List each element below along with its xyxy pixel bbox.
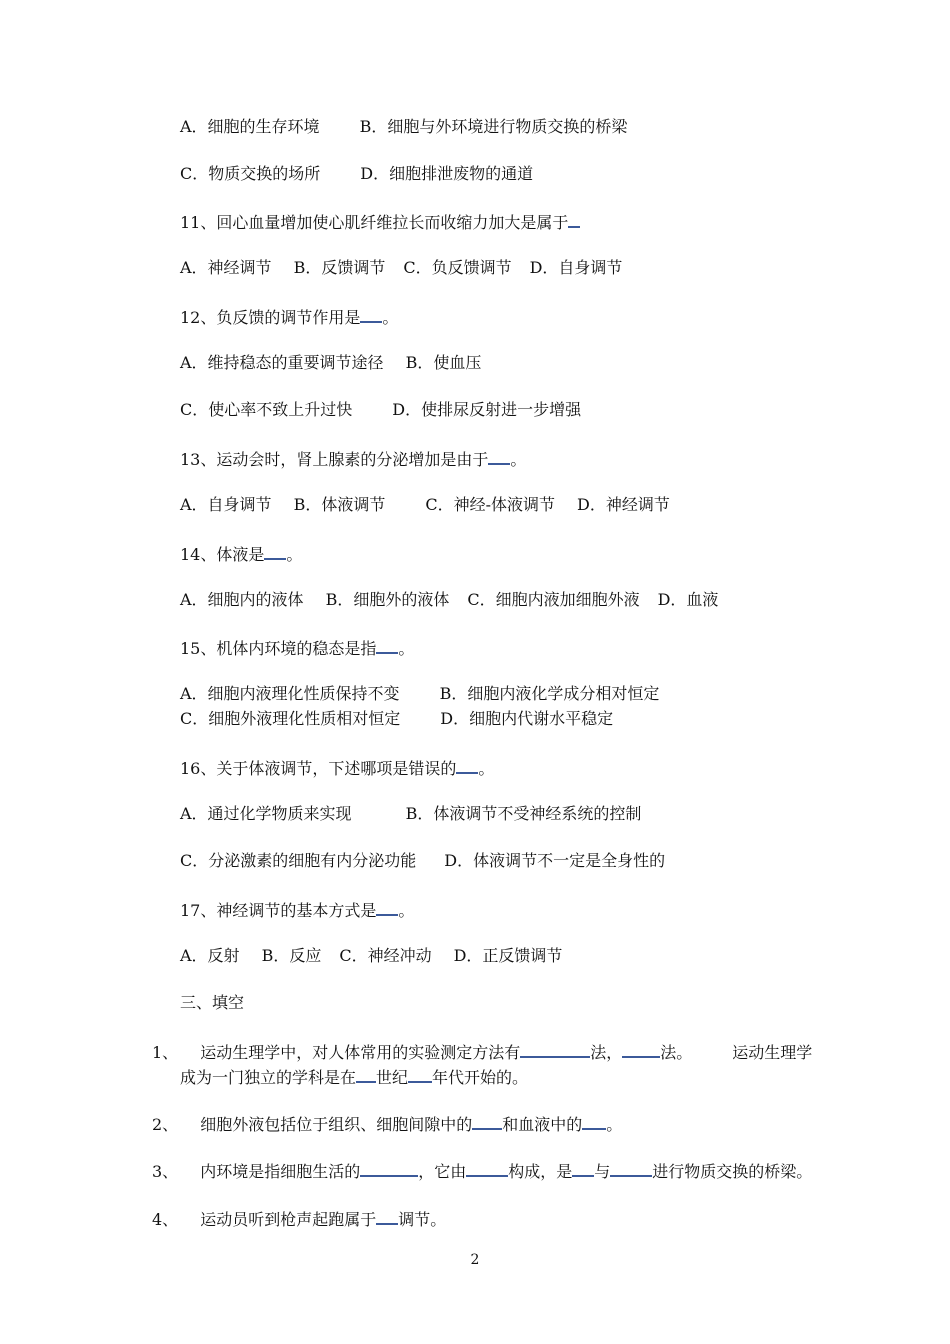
fill-in-blank: [408, 1066, 432, 1083]
text-segment: 内环境是指细胞生活的: [200, 1162, 361, 1181]
text-segment: 进行物质交换的桥梁。: [652, 1162, 813, 1181]
fill-in-blank: [376, 1208, 398, 1225]
text-segment: 构成，是: [508, 1162, 573, 1181]
text-line: [180, 543, 302, 563]
fill-in-blank: [610, 1160, 652, 1177]
text-segment: 运动员听到枪声起跑属于: [200, 1210, 377, 1229]
text-segment: C．负反馈调节: [403, 258, 512, 277]
text-segment: B．体液调节: [293, 495, 386, 514]
page-number: 2: [470, 1252, 480, 1268]
fill-in-blank: [360, 1160, 418, 1177]
text-segment: D．血液: [657, 590, 719, 609]
fill-in-blank: [472, 1113, 502, 1130]
text-segment: 。: [510, 450, 527, 469]
text-line: [180, 684, 659, 704]
text-segment: 世纪: [376, 1068, 409, 1087]
text-line: [180, 851, 665, 871]
fill-in-blank: [264, 543, 286, 560]
text-segment: 年代开始的。: [432, 1068, 529, 1087]
fill-in-blank: [376, 899, 398, 916]
fill-in-blank: [456, 757, 478, 774]
fill-in-blank: [572, 1160, 594, 1177]
text-segment: 三、填空: [180, 993, 245, 1012]
text-segment: 运动生理学中，对人体常用的实验测定方法有: [200, 1043, 521, 1062]
text-segment: C．神经冲动: [339, 946, 432, 965]
fill-in-blank: [356, 1066, 376, 1083]
fill-in-blank: [466, 1160, 508, 1177]
fill-in-blank: [488, 448, 510, 465]
text-segment: 成为一门独立的学科是在: [180, 1068, 357, 1087]
text-segment: D．细胞排泄废物的通道: [360, 164, 534, 183]
text-line: [180, 709, 613, 729]
text-segment: D．体液调节不一定是全身性的: [444, 851, 666, 870]
text-segment: B．细胞与外环境进行物质交换的桥梁: [359, 117, 628, 136]
text-segment: 11、回心血量增加使心肌纤维拉长而收缩力加大是属于: [180, 213, 569, 232]
text-line: [180, 164, 533, 184]
text-line: [152, 1041, 812, 1061]
fill-in-blank: [622, 1041, 660, 1058]
text-segment: 。: [478, 759, 495, 778]
text-segment: 17、神经调节的基本方式是: [180, 901, 377, 920]
text-segment: 3、: [152, 1162, 179, 1181]
text-segment: A．维持稳态的重要调节途径: [180, 353, 384, 372]
text-segment: 16、关于体液调节，下述哪项是错误的: [180, 759, 457, 778]
text-segment: C．细胞外液理化性质相对恒定: [180, 709, 401, 728]
text-line: [180, 495, 670, 515]
text-segment: A．自身调节: [180, 495, 272, 514]
text-segment: B．细胞内液化学成分相对恒定: [439, 684, 660, 703]
text-line: [152, 1113, 622, 1133]
text-segment: B．使血压: [405, 353, 482, 372]
text-line: [180, 757, 494, 777]
text-segment: C．使心率不致上升过快: [180, 400, 353, 419]
text-segment: 细胞外液包括位于组织、细胞间隙中的: [200, 1115, 473, 1134]
text-segment: 1、: [152, 1043, 179, 1062]
text-segment: A．细胞内的液体: [180, 590, 304, 609]
fill-in-blank: [360, 306, 382, 323]
text-segment: D．细胞内代谢水平稳定: [440, 709, 614, 728]
text-segment: ，它由: [418, 1162, 467, 1181]
fill-in-blank: [520, 1041, 590, 1058]
text-segment: D．正反馈调节: [453, 946, 563, 965]
fill-in-blank: [582, 1113, 606, 1130]
text-line: [180, 448, 526, 468]
text-segment: A．细胞内液理化性质保持不变: [180, 684, 400, 703]
text-line: [180, 993, 244, 1013]
text-line: [180, 400, 581, 420]
text-line: [180, 211, 580, 231]
text-line: [180, 590, 718, 610]
text-line: [180, 306, 398, 326]
text-segment: C．细胞内液加细胞外液: [467, 590, 640, 609]
text-segment: 。: [286, 545, 303, 564]
text-segment: B．细胞外的液体: [325, 590, 450, 609]
text-segment: 。: [398, 639, 415, 658]
text-segment: B．反馈调节: [293, 258, 386, 277]
text-line: [180, 258, 622, 278]
text-segment: 。: [398, 901, 415, 920]
text-line: [180, 117, 627, 137]
text-segment: B．体液调节不受神经系统的控制: [405, 804, 642, 823]
text-segment: 法。: [660, 1043, 693, 1062]
text-segment: 15、机体内环境的稳态是指: [180, 639, 377, 658]
text-segment: 2、: [152, 1115, 179, 1134]
text-segment: 和血液中的: [502, 1115, 583, 1134]
text-line: [180, 1066, 528, 1086]
text-segment: D．使排尿反射进一步增强: [392, 400, 582, 419]
text-segment: C．物质交换的场所: [180, 164, 321, 183]
text-line: [152, 1208, 446, 1228]
text-segment: B．反应: [261, 946, 322, 965]
text-segment: 法，: [590, 1043, 623, 1062]
text-line: [180, 804, 641, 824]
text-segment: A．反射: [180, 946, 240, 965]
text-line: [180, 637, 414, 657]
text-line: [180, 353, 481, 373]
text-segment: 。: [382, 308, 399, 327]
text-segment: D．自身调节: [529, 258, 623, 277]
text-segment: 调节。: [398, 1210, 447, 1229]
text-segment: A．细胞的生存环境: [180, 117, 320, 136]
text-segment: C．分泌激素的细胞有内分泌功能: [180, 851, 417, 870]
text-segment: A．神经调节: [180, 258, 272, 277]
text-segment: 与: [594, 1162, 611, 1181]
text-segment: 运动生理学: [732, 1043, 813, 1062]
text-segment: 12、负反馈的调节作用是: [180, 308, 361, 327]
text-line: [180, 946, 562, 966]
text-segment: D．神经调节: [576, 495, 670, 514]
text-segment: 。: [606, 1115, 623, 1134]
text-line: [180, 899, 414, 919]
text-segment: 13、运动会时，肾上腺素的分泌增加是由于: [180, 450, 489, 469]
text-segment: 4、: [152, 1210, 179, 1229]
fill-in-blank: [568, 211, 580, 228]
text-segment: C．神经-体液调节: [425, 495, 555, 514]
text-segment: 14、体液是: [180, 545, 265, 564]
text-segment: A．通过化学物质来实现: [180, 804, 352, 823]
fill-in-blank: [376, 637, 398, 654]
text-line: [152, 1160, 812, 1180]
